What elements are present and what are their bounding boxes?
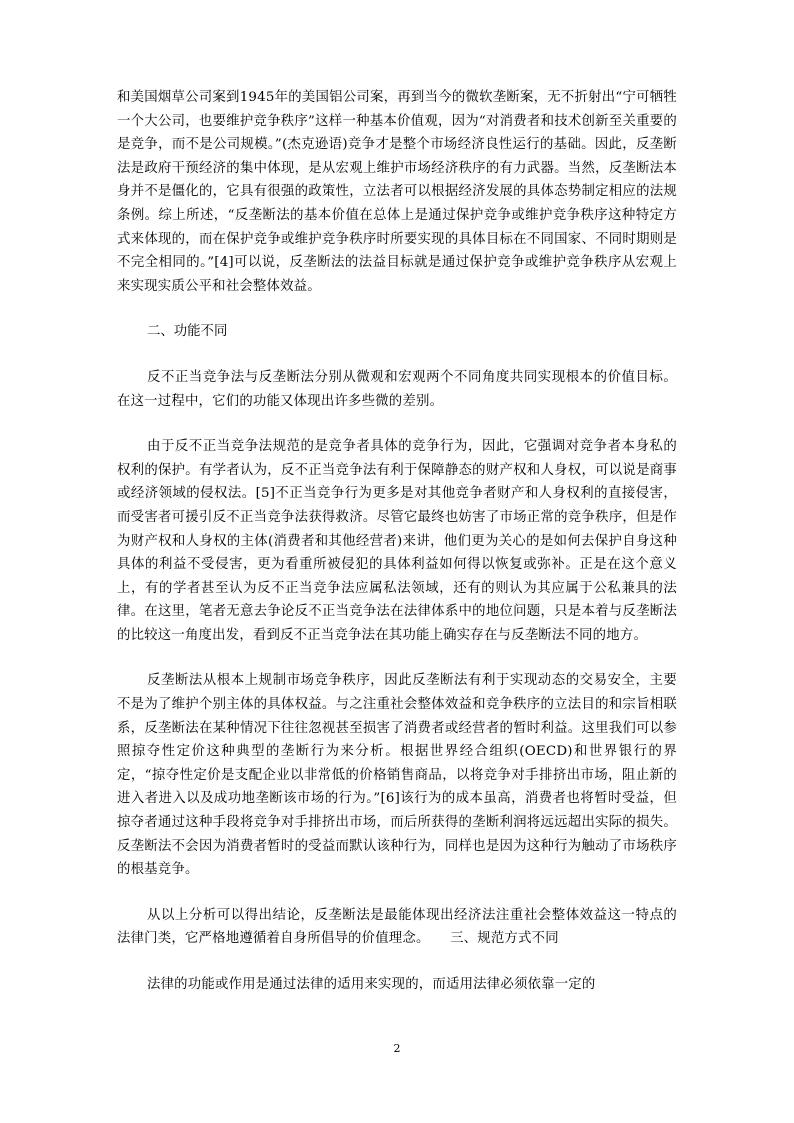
paragraph-4: 反垄断法从根本上规制市场竞争秩序，因此反垄断法有利于实现动态的交易安全，主要不是为了维护个别主体的具体权益。与之注重社会整体效益和竞争秩序的立法目的和宗旨相联系，反垄断法在某种情况下往往忽视甚至损害了消费者或经营者的暂时利益。这里我们可以参照掠夺性定价这种典型的垄断行为来分析。根据世界经合组织(OECD)和世界银行的界定，“掠夺性定价是支配企业以非常低的价格销售商品，以将竞争对手排挤出市场，阻止新的进入者进入以及成功地垄断该市场的行为。”[6]该行为的成本虽高，消费者也将暂时受益，但掠夺者通过这种手段将竞争对手排挤出市场，而后所获得的垄断利润将远远超出实际的损失。反垄断法不会因为消费者暂时的受益而默认该种行为，同样也是因为这种行为触动了市场秩序的根基竞争。 — [117, 673, 677, 878]
section-heading-functions: 二、功能不同 — [147, 324, 228, 340]
paragraph-5: 从以上分析可以得出结论，反垄断法是最能体现出经济法注重社会整体效益这一特点的法律门类，它严格地遵循着自身所倡导的价值理念。 三、规范方式不同 — [117, 907, 677, 947]
paragraph-3: 由于反不正当竞争法规范的是竞争者具体的竞争行为，因此，它强调对竞争者本身私的权利的保护。有学者认为，反不正当竞争法有利于保障静态的财产权和人身权，可以说是商事或经济领域的侵权法。[5]不正当竞争行为更多是对其他竞争者财产和人身权利的直接侵害，而受害者可援引反不正当竞争法获得救济。尽管它最终也妨害了市场正常的竞争秩序，但是作为财产权和人身权的主体(消费者和其他经营者)来讲，他们更为关心的是如何去保护自身这种具体的利益不受侵害，更为看重所被侵犯的具体利益如何得以恢复或弥补。正是在这个意义上，有的学者甚至认为反不正当竞争法应属私法领域，还有的则认为其应属于公私兼具的法律。在这里，笔者无意去争论反不正当竞争法在法律体系中的地位问题，只是本着与反垄断法的比较这一角度出发，看到反不正当竞争法在其功能上确实存在与反垄断法不同的地方。 — [117, 439, 677, 643]
paragraph-2: 反不正当竞争法与反垄断法分别从微观和宏观两个不同角度共同实现根本的价值目标。在这一过程中，它们的功能又体现出许多些微的差别。 — [117, 369, 677, 409]
paragraph-6: 法律的功能或作用是通过法律的适用来实现的，而适用法律必须依靠一定的 — [147, 977, 596, 992]
document-body — [117, 86, 677, 1019]
page-number: 2 — [393, 1042, 401, 1055]
paragraph-1: 和美国烟草公司案到1945年的美国铝公司案，再到当今的微软垄断案，无不折射出“宁可牺牲一个大公司，也要维护竞争秩序”这样一种基本价值观，因为“对消费者和技术创新至关重要的是竞争，而不是公司规模。”(杰克逊语)竞争才是整个市场经济良性运行的基础。因此，反垄断法是政府干预经济的集中体现，是从宏观上维护市场经济秩序的有力武器。当然，反垄断法本身并不是僵化的，它具有很强的政策性，立法者可以根据经济发展的具体态势制定相应的法规条例。综上所述，“反垄断法的基本价值在总体上是通过保护竞争或维护竞争秩序这种特定方式来体现的，而在保护竞争或维护竞争秩序时所要实现的具体目标在不同国家、不同时期则是不完全相同的。”[4]可以说，反垄断法的法益目标就是通过保护竞争或维护竞争秩序从宏观上来实现实质公平和社会整体效益。 — [117, 90, 677, 294]
